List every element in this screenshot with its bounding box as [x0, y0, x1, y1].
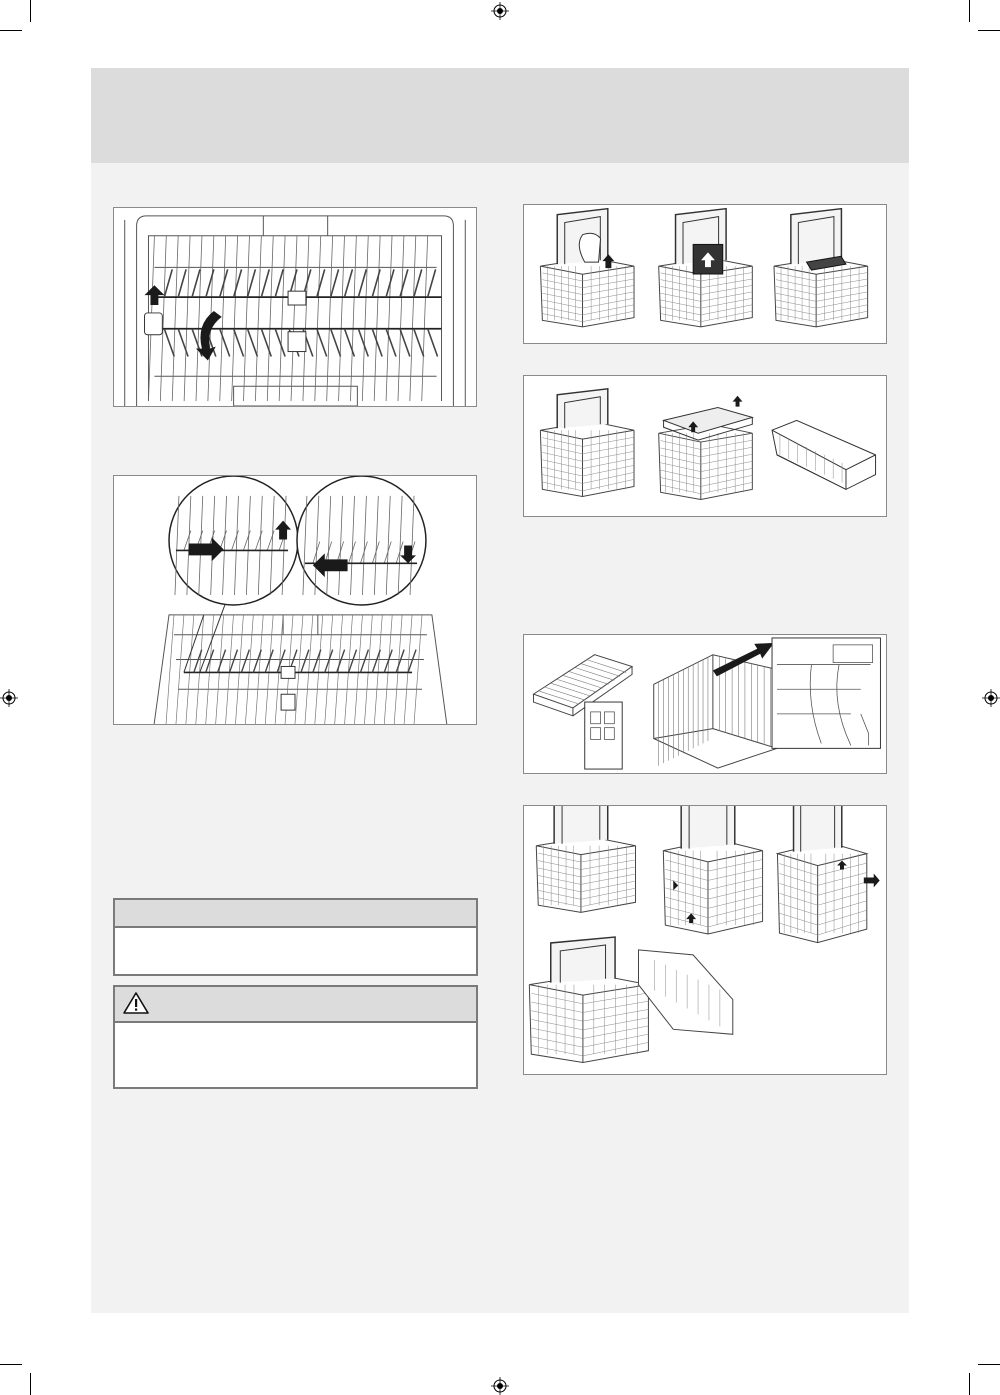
figure-upper-rack-tines-zoom	[113, 475, 477, 725]
crop-mark	[969, 0, 970, 22]
crop-mark	[0, 1364, 22, 1365]
crop-mark	[978, 1364, 1000, 1365]
figure-cutlery-rack-slide	[523, 634, 887, 774]
crop-mark	[969, 1373, 970, 1395]
arrow-icon	[864, 873, 880, 887]
arrow-up-icon	[733, 396, 743, 407]
arrow-up-icon	[145, 285, 165, 305]
registration-mark-icon	[491, 1377, 509, 1395]
figure-upper-rack-tines-fold	[113, 207, 477, 407]
registration-mark-icon	[491, 2, 509, 20]
arrow-icon	[837, 861, 847, 870]
figure-basket-cover-remove	[523, 375, 887, 517]
figure-basket-cover-open	[523, 204, 887, 344]
warning-icon	[122, 991, 150, 1015]
note-header	[115, 900, 476, 928]
caution-box	[113, 985, 478, 1089]
caution-header	[115, 987, 476, 1023]
header-band	[91, 68, 909, 163]
figure-basket-separate	[523, 805, 887, 1075]
crop-mark	[30, 1373, 31, 1395]
crop-mark	[978, 30, 1000, 31]
rotate-arrow-icon	[196, 311, 222, 361]
crop-mark	[30, 0, 31, 22]
registration-mark-icon	[0, 689, 18, 707]
crop-mark	[0, 30, 22, 31]
registration-mark-icon	[982, 689, 1000, 707]
arrow-icon	[713, 643, 774, 677]
note-box	[113, 898, 478, 976]
